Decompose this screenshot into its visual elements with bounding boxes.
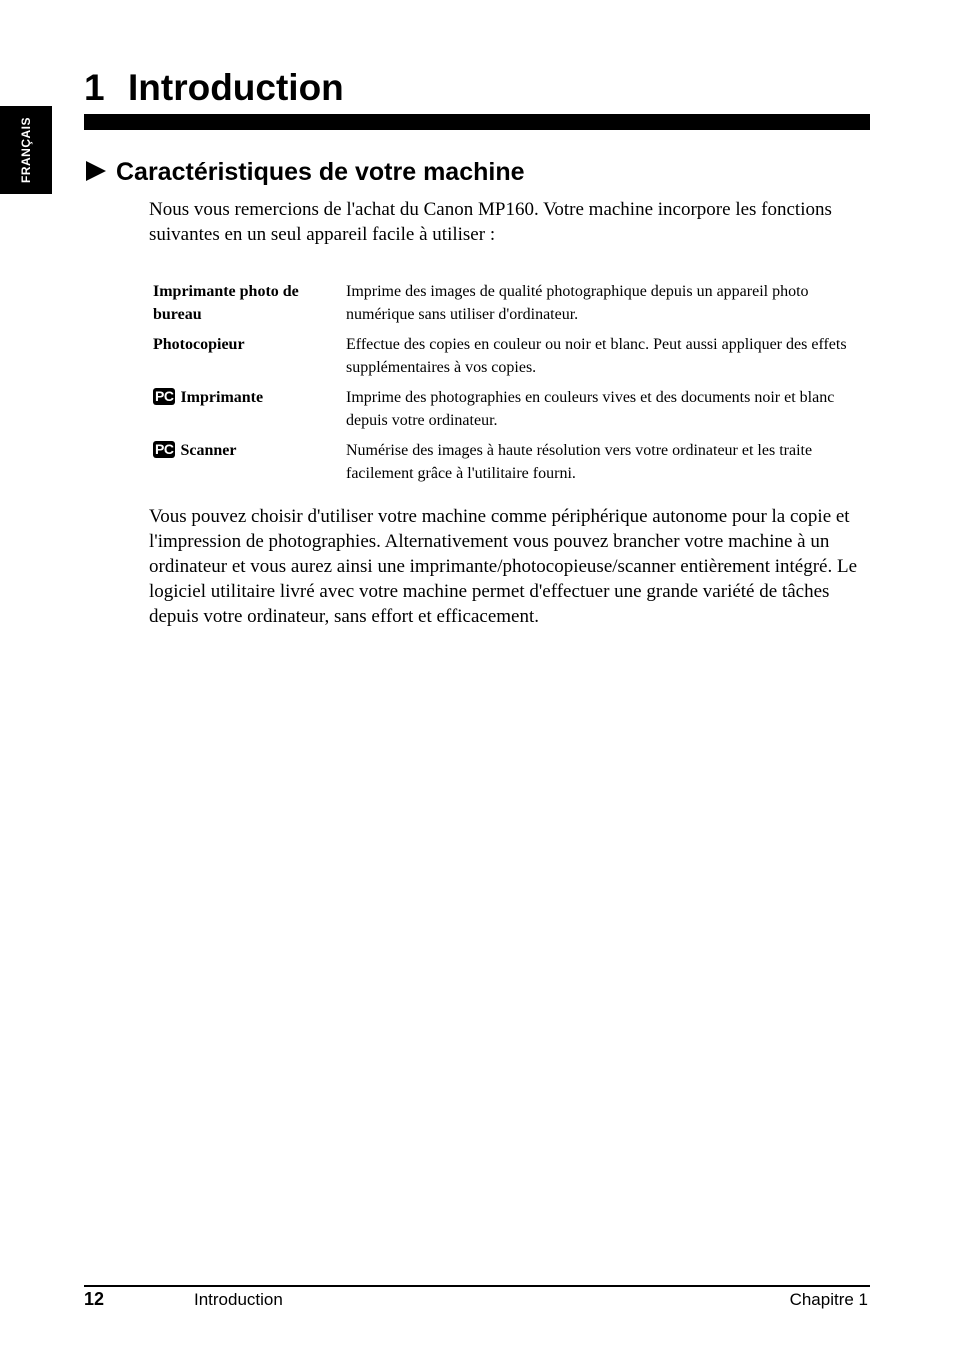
feature-term: Imprimante photo de bureau: [153, 283, 299, 323]
chapter-number: 1: [84, 67, 105, 108]
footer-chapter-name: Chapitre 1: [789, 1290, 868, 1309]
features-table: [153, 280, 869, 492]
feature-term: Imprimante: [180, 389, 264, 406]
chapter-title-text: Introduction: [128, 67, 344, 108]
closing-paragraph: Vous pouvez choisir d'utiliser votre machine comme périphérique autonome pour la copie et l'impression de photographies. Alternativement vous pouvez brancher votre machine à un ordinateur et vous aurez ainsi une imprimante/photocopieuse/scanner entièrement intégré. Le logiciel utilitaire livré avec votre machine permet d'effectuer une grande variété de tâches depuis votre ordinateur, sans effort et efficacement.: [149, 506, 858, 627]
footer-rule: [84, 1285, 870, 1287]
language-tab: [0, 106, 52, 194]
feature-term-cell: [153, 439, 346, 492]
feature-row: [153, 439, 869, 492]
feature-row: [153, 280, 869, 333]
feature-description: Numérise des images à haute résolution vers votre ordinateur et les traite facilement grâce à l'utilitaire fourni.: [346, 442, 813, 482]
chapter-title: [84, 66, 344, 110]
feature-description: Effectue des copies en couleur ou noir et blanc. Peut aussi appliquer des effets supplémentaires à vos copies.: [346, 336, 847, 376]
section-title: [86, 156, 525, 188]
pc-icon: PC: [155, 441, 174, 457]
intro-paragraph: Nous vous remercions de l'achat du Canon MP160. Votre machine incorpore les fonctions suivantes en un seul appareil facile à utiliser :: [149, 199, 832, 245]
section-title-text: Caractéristiques de votre machine: [116, 158, 525, 186]
feature-description: Imprime des images de qualité photographique depuis un appareil photo numérique sans utiliser d'ordinateur.: [346, 283, 809, 323]
footer-section-name: Introduction: [194, 1290, 283, 1309]
pc-icon: PC: [155, 388, 174, 404]
title-rule: [84, 114, 870, 130]
language-tab-label: FRANÇAIS: [19, 117, 33, 183]
feature-term: Scanner: [180, 442, 237, 459]
feature-term: Photocopieur: [153, 336, 245, 353]
feature-description: Imprime des photographies en couleurs vives et des documents noir et blanc depuis votre ordinateur.: [346, 389, 835, 429]
page-number: 12: [84, 1289, 105, 1309]
triangle-bullet-icon: [86, 161, 106, 181]
feature-term-cell: [153, 386, 346, 439]
feature-row: [153, 386, 869, 439]
feature-row: [153, 333, 869, 386]
